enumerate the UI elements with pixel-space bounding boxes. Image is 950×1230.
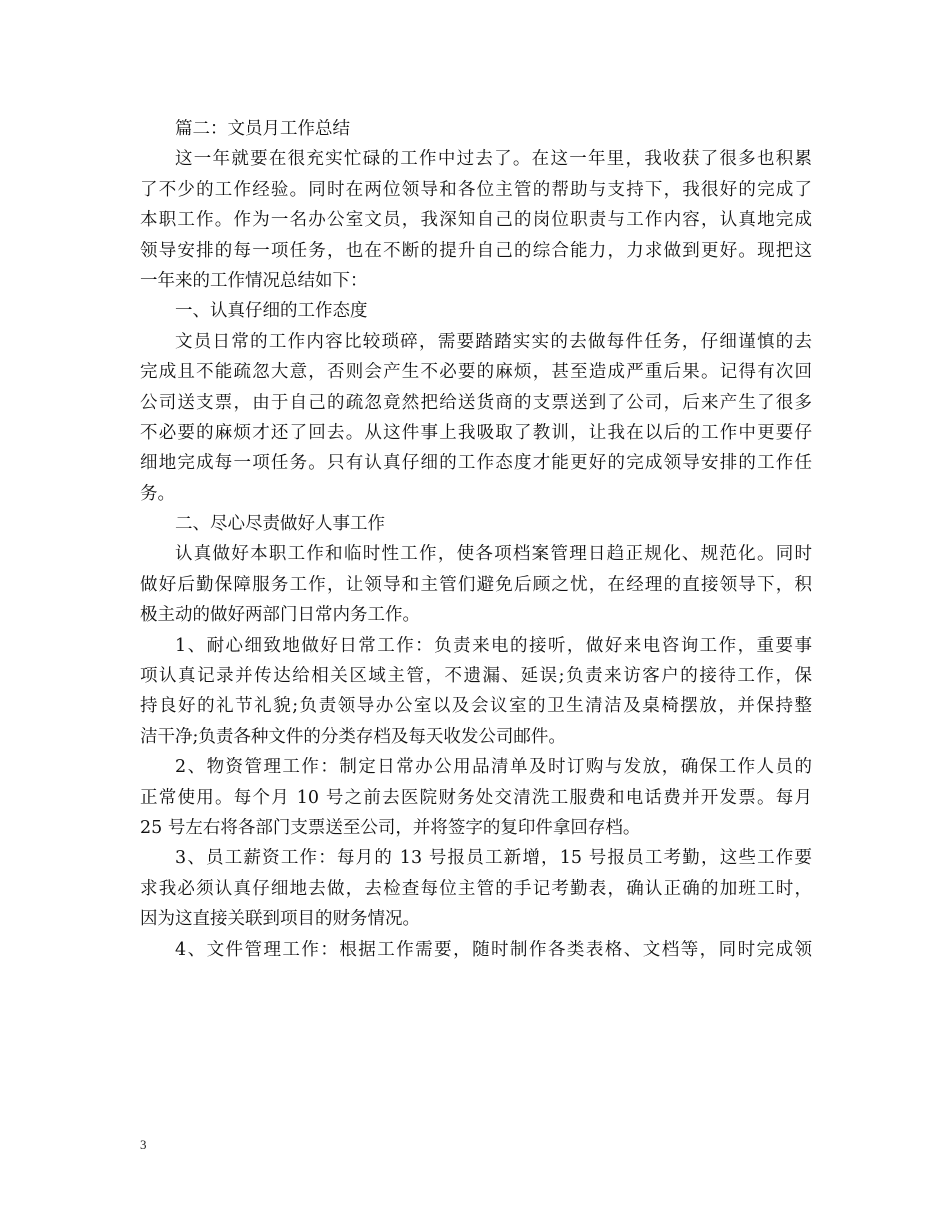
text-line: 极主动的做好两部门日常内务工作。: [140, 605, 420, 626]
text-line: 文员日常的工作内容比较琐碎，需要踏踏实实的去做每件任务，仔细谨慎的去: [175, 331, 812, 352]
text-line: 25 号左右将各部门支票送至公司，并将签字的复印件拿回存档。: [140, 817, 641, 838]
text-line: 求我必须认真仔细地去做，去检查每位主管的手记考勤表，确认正确的加班工时，: [140, 878, 812, 899]
text-line: 因为这直接关联到项目的财务情况。: [140, 909, 420, 930]
text-line: 一、认真仔细的工作态度: [175, 301, 368, 322]
text-line: 1、耐心细致地做好日常工作：负责来电的接听，做好来电咨询工作，重要事: [175, 635, 812, 656]
text-line: 本职工作。作为一名办公室文员，我深知自己的岗位职责与工作内容，认真地完成: [140, 210, 812, 231]
text-line: 不必要的麻烦才还了回去。从这件事上我吸取了教训，让我在以后的工作中更要仔: [140, 422, 812, 443]
page-number: 3: [140, 1137, 147, 1152]
text-line: 洁干净;负责各种文件的分类存档及每天收发公司邮件。: [140, 726, 566, 747]
text-line: 4、文件管理工作：根据工作需要，随时制作各类表格、文档等，同时完成领: [175, 939, 812, 960]
text-line: 项认真记录并传达给相关区域主管，不遗漏、延误;负责来访客户的接待工作，保: [140, 666, 812, 687]
text-line: 一年来的工作情况总结如下：: [140, 270, 368, 291]
text-line: 3、员工薪资工作：每月的 13 号报员工新增，15 号报员工考勤，这些工作要: [175, 848, 812, 869]
text-line: 完成且不能疏忽大意，否则会产生不必要的麻烦，甚至造成严重后果。记得有次回: [140, 362, 812, 383]
text-line: 篇二：文员月工作总结: [175, 119, 350, 139]
text-line: 2、物资管理工作：制定日常办公用品清单及时订购与发放，确保工作人员的: [175, 757, 812, 778]
text-line: 领导安排的每一项任务，也在不断的提升自己的综合能力，力求做到更好。现把这: [140, 240, 812, 261]
text-line: 认真做好本职工作和临时性工作，使各项档案管理日趋正规化、规范化。同时: [175, 544, 812, 565]
text-line: 二、尽心尽责做好人事工作: [175, 514, 385, 535]
text-line: 持良好的礼节礼貌;负责领导办公室以及会议室的卫生清洁及桌椅摆放，并保持整: [140, 696, 812, 717]
text-line: 了不少的工作经验。同时在两位领导和各位主管的帮助与支持下，我很好的完成了: [140, 179, 812, 200]
text-line: 公司送支票，由于自己的疏忽竟然把给送货商的支票送到了公司，后来产生了很多: [140, 392, 812, 413]
text-line: 务。: [140, 483, 175, 504]
text-line: 这一年就要在很充实忙碌的工作中过去了。在这一年里，我收获了很多也积累: [175, 149, 812, 170]
text-line: 做好后勤保障服务工作，让领导和主管们避免后顾之忧，在经理的直接领导下，积: [140, 574, 812, 595]
text-line: 细地完成每一项任务。只有认真仔细的工作态度才能更好的完成领导安排的工作任: [140, 453, 812, 474]
document-body: [140, 114, 812, 965]
text-line: 正常使用。每个月 10 号之前去医院财务处交清洗工服费和电话费并开发票。每月: [140, 787, 812, 808]
